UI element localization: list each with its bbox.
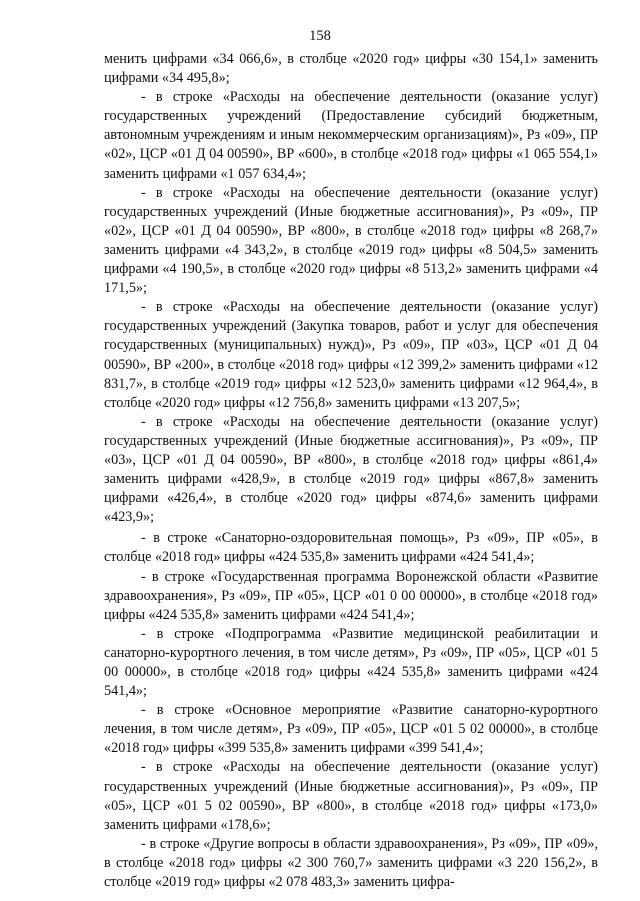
amendment-paragraph: - в строке «Расходы на обеспечение деятельности (оказание услуг) государственных учреждений (Иные бюджетные ассигнования)», Рз «09», ПР «05», ЦСР «01 5 02 00590», ВР «800», в столбце «2018 год» цифры «173,0» заменить цифрами «178,6»; <box>104 759 598 833</box>
paragraph-continuation: менить цифрами «34 066,6», в столбце «2020 год» цифры «30 154,1» заменить цифрами «34 495,8»; <box>104 51 598 87</box>
amendment-paragraph: - в строке «Государственная программа Воронежской области «Развитие здравоохранения», Рз «09», ПР «05», ЦСР «01 0 00 00000», в столбце «2018 год» цифры «424 535,8» заменить цифрами «424 541,4»; <box>104 568 598 623</box>
amendment-paragraph: - в строке «Расходы на обеспечение деятельности (оказание услуг) государственных учреждений (Закупка товаров, работ и услуг для обеспечения государственных (муниципальных) нужд)», Рз «09», ПР «03», ЦСР «01 Д 04 00590», ВР «200», в столбце «2018 год» цифры «12 399,2» заменить цифрами «12 831,7», в столбце «2019 год» цифры «12 523,0» заменить цифрами «12 964,4», в столбце «2020 год» цифры «12 756,8» заменить цифрами «13 207,5»; <box>104 299 598 411</box>
amendment-paragraph: - в строке «Другие вопросы в области здравоохранения», Рз «09», ПР «09», в столбце «2018 год» цифры «2 300 760,7» заменить цифрами «3 220 156,2», в столбце «2019 год» цифры «2 078 483,3» заменить цифра- <box>104 835 598 891</box>
amendment-paragraph: - в строке «Расходы на обеспечение деятельности (оказание услуг) государственных учреждений (Предоставление субсидий бюджетным, автономным учреждениям и иным некоммерческим организациям)», Рз «09», ПР «02», ЦСР «01 Д 04 00590», ВР «600», в столбце «2018 год» цифры «1 065 554,1» заменить цифрами «1 057 634,4»; <box>104 89 598 182</box>
document-body <box>104 50 598 892</box>
amendment-paragraph: - в строке «Расходы на обеспечение деятельности (оказание услуг) государственных учреждений (Иные бюджетные ассигнования)», Рз «09», ПР «02», ЦСР «01 Д 04 00590», ВР «800», в столбце «2018 год» цифры «8 268,7» заменить цифрами «4 343,2», в столбце «2019 год» цифры «8 504,5» заменить цифрами «4 190,5», в столбце «2020 год» цифры «8 513,2» заменить цифрами «4 171,5»; <box>104 184 598 297</box>
amendment-paragraph: - в строке «Подпрограмма «Развитие медицинской реабилитации и санаторно-курортного лечения, в том числе детям», Рз «09», ПР «05», ЦСР «01 5 00 00000», в столбце «2018 год» цифры «424 535,8» заменить цифрами «424 541,4»; <box>104 625 598 700</box>
amendment-paragraph: - в строке «Расходы на обеспечение деятельности (оказание услуг) государственных учреждений (Иные бюджетные ассигнования)», Рз «09», ПР «03», ЦСР «01 Д 04 00590», ВР «800», в столбце «2018 год» цифры «861,4» заменить цифрами «428,9», в столбце «2019 год» цифры «867,8» заменить цифрами «426,4», в столбце «2020 год» цифры «874,6» заменить цифрами «423,9»; <box>104 413 598 526</box>
amendment-paragraph: - в строке «Санаторно-оздоровительная помощь», Рз «09», ПР «05», в столбце «2018 год» цифры «424 535,8» заменить цифрами «424 541,4»; <box>104 530 598 566</box>
amendment-paragraph: - в строке «Основное мероприятие «Развитие санаторно-курортного лечения, в том числе детям», Рз «09», ПР «05», ЦСР «01 5 02 00000», в столбце «2018 год» цифры «399 535,8» заменить цифрами «399 541,4»; <box>104 702 598 757</box>
page-number: 158 <box>309 28 331 44</box>
